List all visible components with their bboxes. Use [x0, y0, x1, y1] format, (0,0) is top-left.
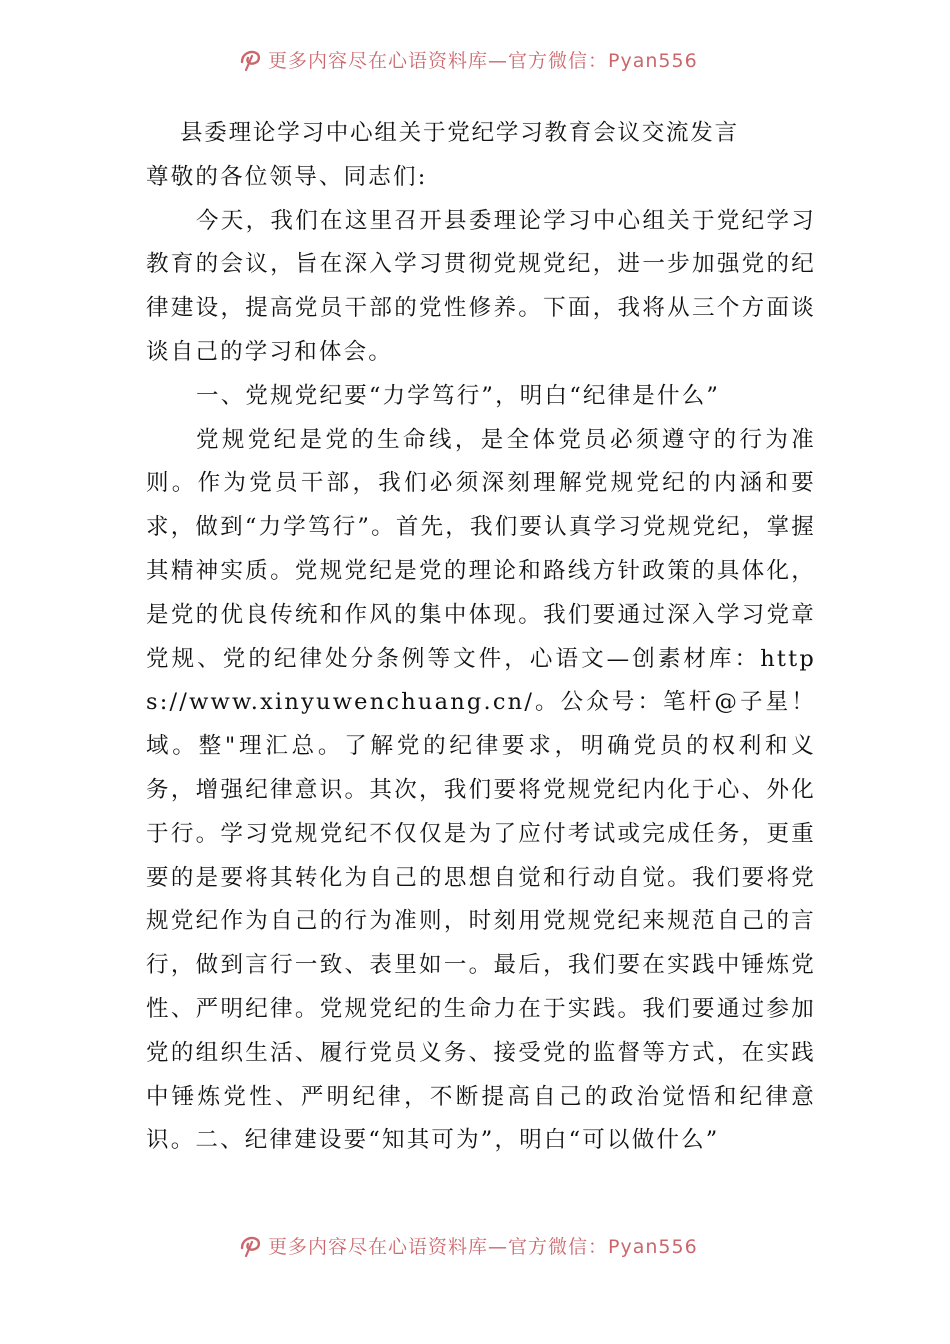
watermark-text: 更多内容尽在心语资料库—官方微信：Pyan556: [268, 1235, 698, 1258]
brand-logo-icon: [238, 1232, 264, 1258]
watermark-text: 更多内容尽在心语资料库—官方微信：Pyan556: [268, 49, 698, 72]
section-1-heading: 一、党规党纪要“力学笃行”，明白“纪律是什么”: [196, 382, 721, 409]
section-1-paragraph: 党规党纪是党的生命线，是全体党员必须遵守的行为准则。作为党员干部，我们必须深刻理解党规党纪的内涵和要求，做到“力学笃行”。首先，我们要认真学习党规党纪，掌握其精神实质。党规党纪是党的理论和路线方针政策的具体化，是党的优良传统和作风的集中体现。我们要通过深入学习党章党规、党的纪律处分条例等文件，心语文—创素材库：https://www.xinyuwenchuang.cn/。公众号：笔杆@子星！域。整"理汇总。了解党的纪律要求，明确党员的权利和义务，增强纪律意识。其次，我们要将党规党纪内化于心、外化于行。学习党规党纪不仅仅是为了应付考试或完成任务，更重要的是要将其转化为自己的思想自觉和行动自觉。我们要将党规党纪作为自己的行为准则，时刻用党规党纪来规范自己的言行，做到言行一致、表里如一。最后，我们要在实践中锤炼党性、严明纪律。党规党纪的生命力在于实践。我们要通过参加党的组织生活、履行党员义务、接受党的监督等方式，在实践中锤炼党性、严明纪律，不断提高自己的政治觉悟和纪律意识。二、纪律建设要“知其可为”，明白“可以做什么”: [146, 426, 816, 1154]
intro-paragraph: 今天，我们在这里召开县委理论学习中心组关于党纪学习教育的会议，旨在深入学习贯彻党规党纪，进一步加强党的纪律建设，提高党员干部的党性修养。下面，我将从三个方面谈谈自己的学习和体会。: [146, 207, 816, 365]
watermark-footer: [238, 1230, 758, 1260]
brand-logo-icon: [238, 46, 264, 72]
document-title: 县委理论学习中心组关于党纪学习教育会议交流发言: [180, 120, 739, 146]
document-body: [146, 112, 816, 1163]
salutation: 尊敬的各位领导、同志们:: [146, 163, 428, 190]
watermark-header: [238, 44, 758, 74]
